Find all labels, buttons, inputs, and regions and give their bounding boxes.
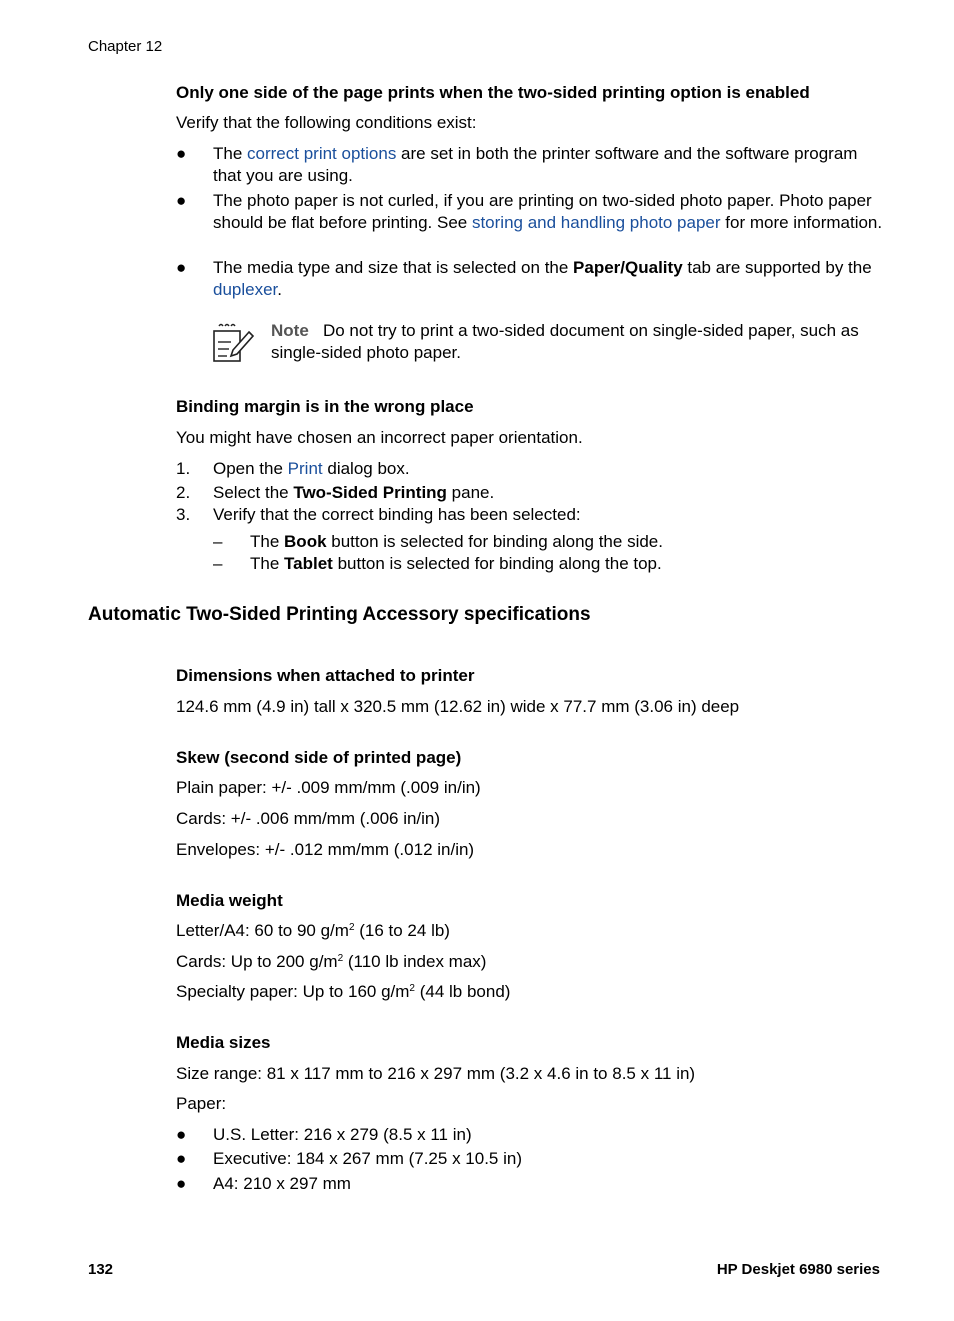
link-storing-photo-paper[interactable]: storing and handling photo paper [471,213,721,232]
note-box [176,320,886,370]
note-icon [211,322,255,364]
skew-line: Cards: +/- .006 mm/mm (.006 in/in) [176,809,441,828]
link-correct-print-options[interactable]: correct print options [247,144,397,163]
paper-label: Paper: [176,1094,227,1113]
bullet: ● [176,144,187,163]
weight-line: Cards: Up to 200 $g/m^2$ (110 lb index max) [176,952,487,971]
note-label: Note [271,321,309,340]
skew-line: Envelopes: +/- .012 mm/mm (.012 in/in) [176,840,475,859]
bullet: ● [176,1149,187,1168]
product-name: HP Deskjet 6980 series [716,1261,880,1278]
chapter-header: Chapter 12 [88,38,163,55]
bullet: ● [176,258,187,277]
intro-text: You might have chosen an incorrect paper orientation. [176,428,583,447]
weight-line: Letter/A4: 60 to 90 $g/m^2$ (16 to 24 lb) [176,921,450,940]
link-duplexer[interactable]: duplexer [213,280,278,299]
dimensions-text: 124.6 mm (4.9 in) tall x 320.5 mm (12.62 in) wide x 77.7 mm (3.06 in) deep [176,697,740,716]
link-print[interactable]: Print [287,459,323,478]
sizes-range: Size range: 81 x 117 mm to 216 x 297 mm (3.2 x 4.6 in to 8.5 x 11 in) [176,1064,696,1083]
page-number: 132 [88,1261,114,1278]
specs-title: Automatic Two-Sided Printing Accessory specifications [88,604,591,625]
bullet: ● [176,1125,187,1144]
weight-line: Specialty paper: Up to 160 $g/m^2$ (44 lb bond) [176,982,511,1001]
section-heading: Binding margin is in the wrong place [176,397,474,416]
skew-line: Plain paper: +/- .009 mm/mm (.009 in/in) [176,778,481,797]
bullet: ● [176,1174,187,1193]
skew-heading: Skew (second side of printed page) [176,748,462,767]
note-text: Do not try to print a two-sided document on single-sided paper, such as single-sided photo paper. [271,321,859,362]
weight-heading: Media weight [176,891,283,910]
section-heading: Only one side of the page prints when the two-sided printing option is enabled [176,83,810,102]
bullet: ● [176,191,187,210]
sizes-heading: Media sizes [176,1033,271,1052]
intro-text: Verify that the following conditions exist: [176,113,477,132]
dimensions-heading: Dimensions when attached to printer [176,666,475,685]
